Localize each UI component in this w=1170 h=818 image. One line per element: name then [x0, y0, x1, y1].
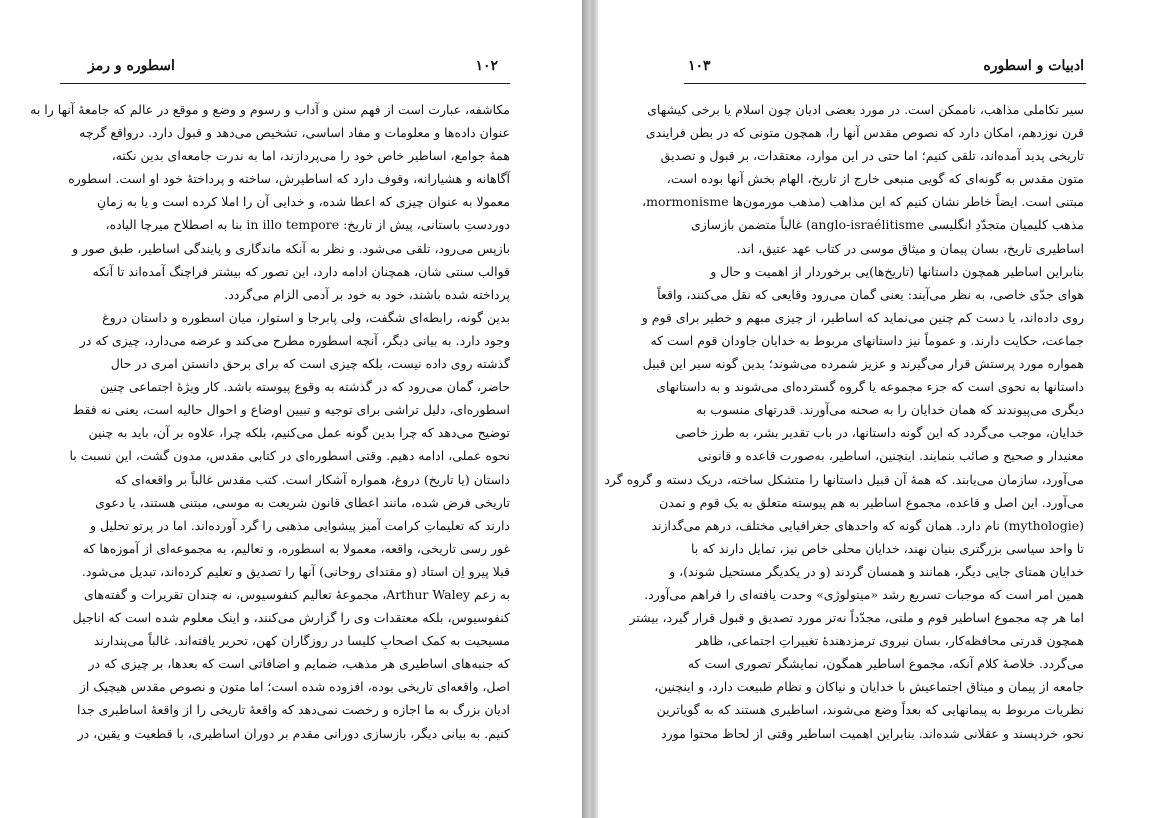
- right-page-header: [688, 55, 1084, 77]
- text-line: کنیم. به بیانی دیگر، بازسازی دورانی مقدم بر دوران اساطیری، با قطعیت و یقین، در: [77, 725, 510, 741]
- right-running-head: ادبیات و اسطوره: [983, 58, 1084, 74]
- text-line: قوالب سنتی شان، همچنان ادامه دارد، این تصور که بیشتر فراچنگ آمده‌اند تا آنکه: [92, 263, 510, 279]
- text-line: دوردستِ باستانی، پیش از تاریخ: in illo tempore بنا به اصطلاح میرچا الیاده،: [105, 217, 510, 233]
- text-line: قرن نوزدهم، امکان دارد که نصوص مقدس آنها را، همچون متونی که در بطن فرایندی: [645, 125, 1084, 141]
- text-line: عنوان داده‌ها و معلومات و مفاد اساسی، تشخیص می‌دهد و قبول دارد. درواقع گرچه: [79, 125, 510, 141]
- text-line: نظریات مربوط به پیمانهایی که بعداً وضع می‌شوند، اساطیری هستند که به گویاترین: [656, 702, 1084, 718]
- left-page-header: [88, 55, 498, 77]
- text-line: تا واحد سیاسی بزرگتری بنیان نهند، خدایان محلی خاص نیز، تمایل دارند که با: [690, 540, 1084, 556]
- text-line: نحوه عملی، ادامه دهیم. وقتی اسطوره‌ای در کتابی مقدس، مدون گشت، این نسبت با: [69, 448, 510, 464]
- text-line: همچون قدرتی محافظه‌کار، بسان نیروی ترمزدهندهٔ تغییراتِ اجتماعی، ظاهر: [695, 633, 1084, 649]
- book-gutter: [582, 0, 598, 818]
- text-line: تاریخی پدید آمده‌اند، تلقی کنیم؛ اما حتی در این موارد، معتقدات، بر قبول و تصدیق: [660, 148, 1084, 164]
- text-line: گذشته روی داده نیست، بلکه چیزی است که برای برحق دانستن امری در حال: [110, 356, 510, 372]
- text-line: وجود دارد. به بیانی دیگر، آنچه اسطوره مطرح می‌کند و عرضه می‌دارد، چیزی که در: [79, 332, 510, 348]
- text-line: مکاشفه، عبارت است از فهم سنن و آداب و رسوم و وضع و موقع در عالم که جامعهٔ آنها را به: [30, 102, 510, 117]
- text-line: اصل، واقعه‌ای تاریخی بوده، افزوده شده است؛ اما متون و نصوص مقدس هیچیک از: [79, 679, 510, 695]
- right-page-body: [604, 98, 1084, 745]
- left-page: [0, 0, 582, 818]
- text-line: ادیان بزرگ به ما اجازه و رخصت نمی‌دهد که واقعهٔ تاریخی را از واقعهٔ اساطیری جدا: [76, 702, 510, 718]
- left-page-body: [30, 98, 510, 745]
- text-line: متون مقدس به گونه‌ای که گویی منبعی خارج از تاریخ، الهام بخش آنها بوده است،: [666, 171, 1084, 187]
- text-line: اما هر چه مجموع اساطیر قوم و ملتی، مجدّداً نه‌تر مورد تصدیق و قبول قرار گیرد، بیشتر: [629, 610, 1084, 626]
- text-line: آگاهانه و هشیارانه، وقوف دارد که اساطیرش، ساخته و پرداختهٔ خود او است. اسطوره: [68, 171, 510, 187]
- text-line: دیگری می‌پیوندند که همان خدایان را به صحنه می‌آورند. قدرتهای منسوب به: [696, 402, 1084, 418]
- text-line: پرداخته شده باشند، خود به خود بر آدمی الزام می‌گردد.: [224, 286, 510, 302]
- text-line: به زعم Arthur Waley، مجموعهٔ تعالیم کنفوسیوس، نه چندان تقریرات و گفته‌های: [83, 586, 510, 602]
- text-line: معنیدار و صحیح و صائب بنمایند. اینچنین، اساطیر، به‌صورت قاعده و قانونی: [697, 448, 1084, 464]
- text-line: حاضر، گمان می‌رود که در گذشته به وقوع پیوسته باشد. کار ویژهٔ اجتماعی چنین: [100, 379, 510, 395]
- text-line: همین امر است که موجبات تسریع رشد «میتولوژی» وحدت یافته‌ای را فراهم می‌آورد.: [644, 586, 1084, 602]
- text-line: توضیح می‌دهد که چرا بدین گونه عمل می‌کنیم، بلکه چرا، علاوه بر آن، باید به چنین: [88, 425, 510, 441]
- left-page-number: ۱۰۲: [475, 58, 498, 74]
- left-header-rule: [60, 83, 510, 84]
- text-line: مسیحیت به کمک اصحابِ کلیسا در روزگاران کهن، تحریر یافته‌اند. غالباً می‌پندارند: [93, 633, 510, 649]
- text-line: غور رسی تاریخی، واقعه، معمولا به اسطوره، و تعالیم، به مجموعه‌ای از آموزه‌ها که: [82, 540, 510, 556]
- text-line: معمولا به عنوان چیزی که اعطا شده، و خدایی آن را املا کرده است و یا به زمانِ: [97, 194, 510, 210]
- text-line: جامعه از پیمان و میثاق اجتماعیش با خدایان و نیاکان و نظام طبیعت دارد، و اینچنین،: [654, 679, 1084, 695]
- text-line: (mythologie) نام دارد. همان گونه که واحدهای جغرافیایی مختلف، درهم می‌گدازند: [651, 517, 1084, 533]
- right-header-rule: [684, 83, 1086, 84]
- text-line: نحو، خردپسند و عقلانی شده‌اند. بنابراین اهمیت اساطیر وقتی از لحاظ محتوا مورد: [661, 725, 1084, 741]
- text-line: قبلا پیرو اِن استاد (و مقتدای روحانی) آنها را تصدیق و تعلیم کرده‌اند، تبدیل می‌شود.: [81, 563, 510, 579]
- text-line: می‌آورد، سازمان می‌یابند. که همهٔ آن قبیل داستانها را متشکل ساخته، دریک دسته و گروه گرد: [604, 471, 1084, 487]
- text-line: مذهب کلیمیان متجدّدِ انگلیسی anglo-israélitisme) غالباً متضمن بازسازی: [690, 217, 1084, 233]
- text-line: داستانها به نحوی است که جزء مجموعه یا گروه گسترده‌ای می‌شوند و به داستانهای: [656, 379, 1084, 395]
- text-line: بنابراین اساطیر همچون داستانها (تاریخ‌ها)یی برخوردار از اهمیت و حال و: [710, 263, 1084, 279]
- right-page: [598, 0, 1170, 818]
- text-line: بازپس می‌رود، تلقی می‌شود. و نظر به آنکه ماندگاری و پایندگی اساطیر، طبق صور و: [72, 240, 510, 256]
- text-line: کنفوسیوس، بلکه معتقدات وی را گزارش می‌کنند، و اینک معلوم شده است که اناجیل: [72, 610, 510, 626]
- text-line: هوای جدّی خاصی، به نظر می‌آیند: یعنی گمان می‌رود وقایعی که نقل می‌کنند، واقعاً: [657, 286, 1084, 302]
- left-running-head: اسطوره و رمز: [88, 58, 175, 74]
- text-line: همواره مورد پرستش قرار می‌گیرند و عزیز شمرده می‌شوند؛ بدین گونه سیر این قبیل: [642, 356, 1084, 372]
- text-line: اسطوره‌ای، دلیل تراشی برای توجیه و تبیین اوضاع و احوال حالیه است، یعنی نه فقط: [72, 402, 510, 418]
- right-page-number: ۱۰۳: [688, 58, 711, 74]
- text-line: همهٔ جوامع، اساطیر خاص خود را می‌پردازند، اما به ندرت جامعه‌ای بدین نکته،: [111, 148, 510, 164]
- text-line: داستان (یا تاریخ) دروغ، همواره آشکار است. کتب مقدس غالباً بر واقعه‌ای که: [114, 471, 510, 487]
- text-line: دارند که تعلیماتِ کرامت آمیز پیشوایی مذهبی را گرد آورده‌اند. اما در پرتو تحلیل و: [90, 517, 510, 533]
- text-line: روی داده‌اند، یا دست کم چنین می‌نماید که اساطیر، از چیزی مبهم و خطیر برای قوم و: [641, 309, 1084, 325]
- text-line: خدایان همتای جایی دیگر، همانند و همسان گردند (و در یکدیگر مستحیل شوند)، و: [669, 563, 1084, 579]
- text-line: خدایان، موجب می‌گردد که این گونه داستانها، در باب تقدیر بشر، به طرز خاصی: [675, 425, 1084, 441]
- text-line: می‌گردد. خلاصهٔ کلام آنکه، مجموع اساطیر همگون، نمایشگر تصوری است که: [687, 656, 1084, 672]
- text-line: جماعت، حکایت دارند. و عموماً نیز داستانهای مربوط به خدایان جاودان قوم است که: [650, 332, 1084, 348]
- text-line: مبتنی است. ایضاً خاطر نشان کنیم که این مذاهب (مذهب مورمون‌ها mormonisme،: [642, 194, 1084, 210]
- text-line: بدین گونه، رابطه‌ای شگفت، ولی پابرجا و استوار، میان اسطوره و داستان دروغ: [102, 309, 510, 325]
- text-line: سیر تکاملی مذاهب، ناممکن است. در مورد بعضی ادیان چون اسلام یا برخی کیشهای: [647, 102, 1084, 117]
- text-line: اساطیری تاریخ، بسان پیمان و میثاق موسی در کتاب عهد عتیق، اند.: [736, 240, 1084, 256]
- text-line: که جنبه‌های اساطیری هر مذهب، ضمایم و اضافاتی است که بعدها، بر چیزی که در: [88, 656, 510, 672]
- text-line: می‌آورد. این اصل و قاعده، مجموع اساطیر به هم پیوسته متعلق به یک قوم و تمدن: [659, 494, 1084, 510]
- text-line: تاریخی فرض شده، مانند اعطای قانون شریعت به موسی، مبتنی هستند، یا دعوی: [95, 494, 510, 510]
